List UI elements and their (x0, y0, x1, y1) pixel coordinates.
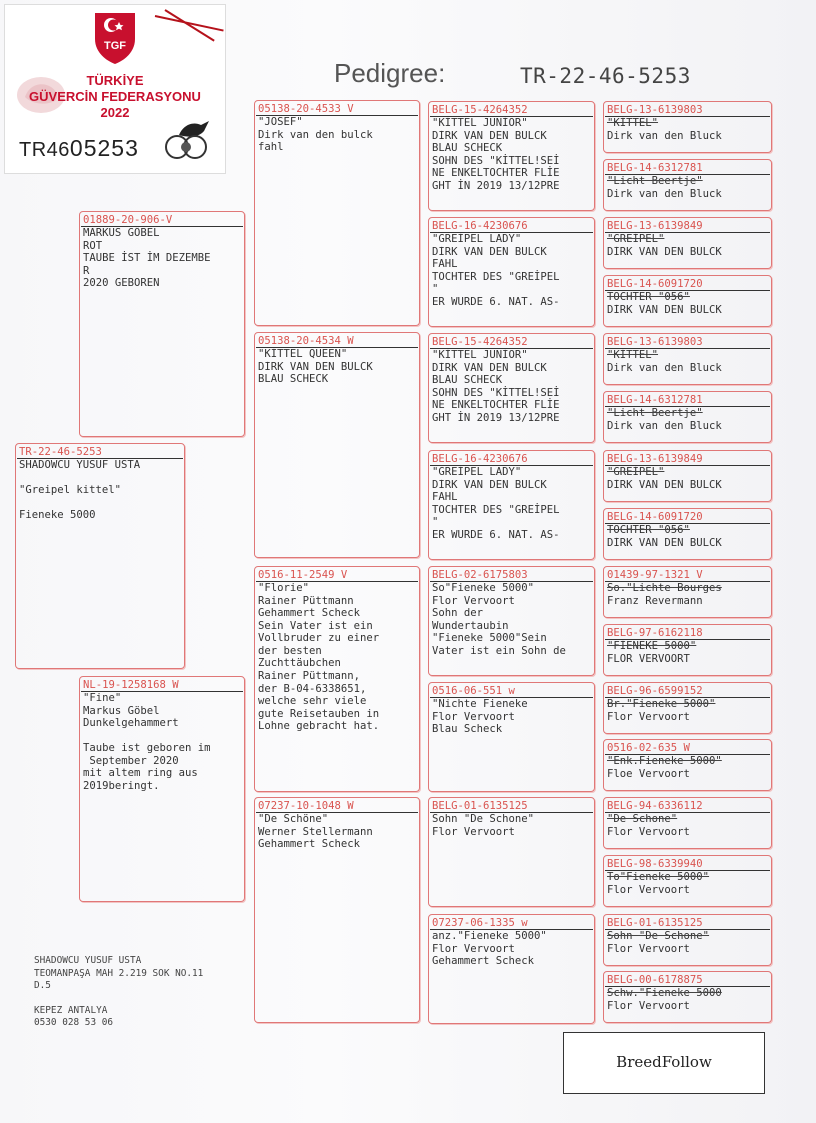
ring-number: BELG-97-6162118 (604, 625, 771, 640)
ring-number: 05138-20-4534 W (255, 333, 419, 348)
pigeon-name: "FİENEKE 5000" (607, 640, 697, 652)
pigeon-name: "KİTTEL JUNİOR" (432, 349, 528, 361)
pigeon-notes: DİRK VAN DEN BULCK FAHL TOCHTER DES "GREİPEL " ER WURDE 6. NAT. AS- (432, 245, 560, 308)
ring-number: 05138-20-4533 V (255, 101, 419, 116)
pigeon-notes: Rainer Püttmann Gehammert Scheck Sein Vater ist ein Vollbruder zu einer der besten Zuchttäubchen Rainer Püttmann, der B-04-6338651, welche sehr viele gute Reisetauben in Lohne gebracht hat. (258, 594, 380, 733)
pigeon-card-g2[interactable] (603, 159, 772, 211)
pigeon-card-sss[interactable] (428, 101, 595, 211)
pigeon-name: So."Lichte Bourges (607, 582, 722, 594)
pigeon-card-g16[interactable] (603, 971, 772, 1023)
pigeon-notes: "Greipel kittel" Fieneke 5000 (19, 484, 122, 522)
pigeon-notes: Dirk van den Bluck (607, 129, 722, 142)
pigeon-name: MARKUS GÖBEL (83, 227, 160, 239)
owner-name: SHADOWCU YUSUF USTA (34, 955, 142, 966)
owner-address (34, 955, 203, 1030)
pigeon-notes: DİRK VAN DEN BULCK FAHL TOCHTER DES "GREİPEL " ER WURDE 6. NAT. AS- (432, 478, 560, 541)
pigeon-card-g11[interactable] (603, 682, 772, 734)
pigeon-name: TOCHTER "056" (607, 291, 690, 303)
ring-number: BELG-00-6178875 (604, 972, 771, 987)
owner-door: D.5 (34, 980, 51, 992)
ring-number: TR-22-46-5253 (16, 444, 184, 459)
federation-name: GÜVERCİN FEDERASYONU (29, 89, 201, 104)
ring-number: BELG-94-6336112 (604, 798, 771, 813)
pigeon-name: "GREİPEL LADY" (432, 233, 522, 245)
pigeon-name: "KİTTEL QUEEN" (258, 348, 348, 360)
pigeon-card-g15[interactable] (603, 914, 772, 966)
owner-phone: 0530 028 53 06 (34, 1017, 114, 1029)
ring-number: BELG-14-6091720 (604, 276, 771, 291)
pigeon-name: "Licht Beertje" (607, 407, 703, 419)
pigeon-card-g13[interactable] (603, 797, 772, 849)
pigeon-notes: Flor Vervoort (607, 710, 690, 723)
pigeon-name: "Fine" (83, 692, 122, 704)
ring-number: 07237-10-1048 W (255, 798, 419, 813)
federation-shield-logo (91, 9, 139, 65)
pigeon-notes: DİRK VAN DEN BULCK BLAU SCHECK SOHN DES "KİTTEL!SEİ NE ENKELTOCHTER FLİE GHT İN 2019 13/12PRE (432, 129, 560, 192)
ring-number: BELG-02-6175803 (429, 567, 594, 582)
ring-number: BELG-13-6139803 (604, 102, 771, 117)
title-ring-number: TR-22-46-5253 (520, 64, 691, 88)
pigeon-notes: Flor Vervoort (607, 999, 690, 1012)
pigeon-card-g14[interactable] (603, 855, 772, 907)
pigeon-name: To"Fieneke 5000" (607, 871, 710, 883)
pigeon-name: anz."Fieneke 5000" (432, 930, 547, 942)
pigeon-card-g12[interactable] (603, 739, 772, 791)
ring-number: BELG-96-6599152 (604, 683, 771, 698)
owner-spacer (34, 993, 203, 1005)
pigeon-name: "KİTTEL JUNİOR" (432, 117, 528, 129)
pigeon-notes: DİRK VAN DEN BULCK BLAU SCHECK SOHN DES "KİTTEL!SEİ NE ENKELTOCHTER FLİE GHT İN 2019 13/12PRE (432, 361, 560, 424)
pigeon-notes: Franz Revermann (607, 594, 703, 607)
pigeon-notes: Flor Vervoort Sohn der Wundertaubin "Fieneke 5000"Sein Vater ist ein Sohn de (432, 594, 566, 657)
pigeon-card-sd[interactable] (254, 332, 420, 558)
pigeon-card-ss[interactable] (254, 100, 420, 326)
pigeon-notes: DİRK VAN DEN BULCK (607, 303, 722, 316)
pigeon-name: Schw."Fieneke 5000 (607, 987, 722, 999)
pigeon-notes: FLOR VERVOORT (607, 652, 690, 665)
ring-number: 01889-20-906-V (80, 212, 244, 227)
pigeon-card-sdd[interactable] (428, 450, 595, 560)
pigeon-card-dss[interactable] (428, 566, 595, 676)
ring-number: 0516-02-635 W (604, 740, 771, 755)
pigeon-name: Sohn "De Schone" (432, 813, 535, 825)
pigeon-card-dam[interactable] (79, 676, 245, 902)
ring-number: 0516-06-551 w (429, 683, 594, 698)
pigeon-name: "KİTTEL" (607, 117, 659, 129)
page-title: Pedigree: (334, 58, 446, 88)
ring-number: BELG-13-6139803 (604, 334, 771, 349)
pigeon-notes: Markus Göbel Dunkelgehammert Taube ist geboren im September 2020 mit altem ring aus 2019beringt. (83, 704, 211, 793)
stamp-ring-number: TR4605253 (19, 135, 139, 161)
pigeon-card-ds[interactable] (254, 566, 420, 792)
pigeon-name: "Nichte Fieneke (432, 698, 528, 710)
pigeon-notes: Flor Vervoort Blau Scheck (432, 710, 515, 736)
pigeon-card-g8[interactable] (603, 508, 772, 560)
pigeon-name: "Florie" (258, 582, 310, 594)
breedfollow-brand: BreedFollow (616, 1053, 712, 1071)
pigeon-name: Sohn "De Schone" (607, 930, 710, 942)
ring-number: BELG-98-6339940 (604, 856, 771, 871)
pigeon-name: Br."Fieneke 5000" (607, 698, 716, 710)
pigeon-notes: Flor Vervoort (607, 883, 690, 896)
pigeon-name: "Enk.Fieneke 5000" (607, 755, 722, 767)
pigeon-notes: Flor Vervoort (432, 825, 515, 838)
pigeon-card-g5[interactable] (603, 333, 772, 385)
pigeon-card-g6[interactable] (603, 391, 772, 443)
pigeon-card-g1[interactable] (603, 101, 772, 153)
ring-number: BELG-14-6312781 (604, 392, 771, 407)
seal-icon (165, 133, 207, 161)
pigeon-name: SHADOWCU YUSUF USTA (19, 459, 141, 471)
ring-number: BELG-14-6312781 (604, 160, 771, 175)
ring-number: 0516-11-2549 V (255, 567, 419, 582)
breedfollow-logo-box (563, 1032, 765, 1094)
federation-country: TÜRKİYE (86, 73, 144, 88)
pigeon-card-g3[interactable] (603, 217, 772, 269)
pigeon-card-sds[interactable] (428, 333, 595, 443)
ring-number: 07237-06-1335 w (429, 915, 594, 930)
pigeon-card-g4[interactable] (603, 275, 772, 327)
owner-street: TEOMANPAŞA MAH 2.219 SOK NO.11 (34, 967, 204, 979)
ring-number: BELG-16-4230676 (429, 451, 594, 466)
pigeon-notes: Dirk van den bulck fahl (258, 128, 373, 154)
pigeon-notes: ROT TAUBE İST İM DEZEMBE R 2020 GEBOREN (83, 239, 211, 290)
pigeon-name: "KİTTEL" (607, 349, 659, 361)
pigeon-name: TOCHTER "056" (607, 524, 690, 536)
pigeon-notes: Dirk van den Bluck (607, 419, 722, 432)
pigeon-card-dsd[interactable] (428, 682, 595, 792)
pigeon-name: "De Schone" (607, 813, 678, 825)
pigeon-notes: Floe Vervoort (607, 767, 690, 780)
pigeon-notes: Dirk van den Bluck (607, 361, 722, 374)
pigeon-card-ssd[interactable] (428, 217, 595, 327)
ring-number: BELG-15-4264352 (429, 334, 594, 349)
pigeon-card-dd[interactable] (254, 797, 420, 1023)
pigeon-notes: Dirk van den Bluck (607, 187, 722, 200)
pigeon-name: "GREİPEL" (607, 466, 665, 478)
pigeon-name: "JOSEF" (258, 116, 303, 128)
pigeon-notes: DİRK VAN DEN BULCK (607, 245, 722, 258)
pigeon-card-ddd[interactable] (428, 914, 595, 1024)
pigeon-card-g10[interactable] (603, 624, 772, 676)
pigeon-notes: Flor Vervoort (607, 825, 690, 838)
ring-number: BELG-01-6135125 (429, 798, 594, 813)
ring-number: 01439-97-1321 V (604, 567, 771, 582)
svg-text:TGF: TGF (104, 40, 126, 52)
ring-number: BELG-01-6135125 (604, 915, 771, 930)
pigeon-name: "GREİPEL LADY" (432, 466, 522, 478)
federation-year: 2022 (100, 105, 130, 120)
pigeon-name: "De Schöne" (258, 813, 329, 825)
pigeon-card-sire[interactable] (79, 211, 245, 437)
ring-number: NL-19-1258168 W (80, 677, 244, 692)
pigeon-notes: Flor Vervoort Gehammert Scheck (432, 942, 535, 968)
pigeon-notes: DİRK VAN DEN BULCK (607, 536, 722, 549)
pigeon-card-g7[interactable] (603, 450, 772, 502)
owner-city: KEPEZ ANTALYA (34, 1004, 108, 1016)
pigeon-card-g9[interactable] (603, 566, 772, 618)
pigeon-name: "Licht Beertje" (607, 175, 703, 187)
ring-number: BELG-16-4230676 (429, 218, 594, 233)
ring-number: BELG-13-6139849 (604, 451, 771, 466)
pigeon-card-dds[interactable] (428, 797, 595, 907)
pigeon-name: So"Fieneke 5000" (432, 582, 535, 594)
pigeon-card-subject[interactable] (15, 443, 185, 669)
pigeon-notes: Flor Vervoort (607, 942, 690, 955)
ring-number: BELG-14-6091720 (604, 509, 771, 524)
pigeon-notes: DİRK VAN DEN BULCK BLAU SCHECK (258, 360, 373, 386)
pigeon-name: "GREİPEL" (607, 233, 665, 245)
pigeon-notes: DİRK VAN DEN BULCK (607, 478, 722, 491)
ring-number: BELG-13-6139849 (604, 218, 771, 233)
pigeon-notes: Werner Stellermann Gehammert Scheck (258, 825, 373, 851)
federation-stamp (4, 4, 226, 174)
ring-number: BELG-15-4264352 (429, 102, 594, 117)
